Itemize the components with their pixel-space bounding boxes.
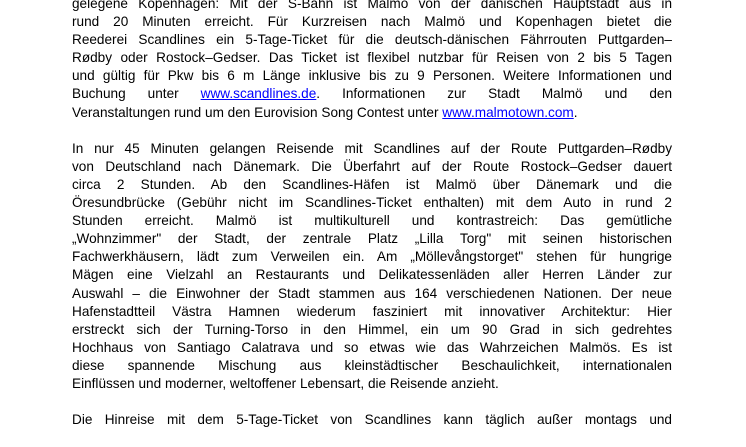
text-line: Rødby oder Rostock–Gedser. Das Ticket ist flexibel nutzbar für Reisen von 2 bis 5 Tagen <box>72 50 672 66</box>
text-segment: Buchung unter <box>72 86 201 102</box>
text-line: In nur 45 Minuten gelangen Reisende mit Scandlines auf der Route Puttgarden–Rødby <box>72 140 672 156</box>
text-line: Auswahl – die Einwohner der Stadt stammen aus 164 verschiedenen Nationen. Der neue <box>72 285 672 301</box>
text-line: diese spannende Mischung aus kleinstädtischer Beschaulichkeit, internationalen <box>72 357 672 373</box>
document-page <box>72 0 672 447</box>
text-segment: Veranstaltungen rund um den Eurovision Song Contest unter <box>72 104 443 120</box>
text-line: Reederei Scandlines ein 5-Tage-Ticket für die deutsch-dänischen Fährrouten Puttgarden– <box>72 32 672 48</box>
scandlines-link[interactable]: www.scandlines.de <box>200 86 317 102</box>
paragraph-malmo-description <box>72 140 672 393</box>
text-line: erstreckt sich der Turning-Torso in den Himmel, ein um 90 Grad in sich gedrehtes <box>72 321 672 337</box>
text-line-with-link <box>72 85 672 103</box>
text-line: gelegene Kopenhagen: Mit der S-Bahn ist Malmö von der dänischen Hauptstadt aus in <box>72 0 672 11</box>
text-line: circa 2 Stunden. Ab den Scandlines-Häfen ist Malmö über Dänemark und die <box>72 176 672 192</box>
text-line: rund 20 Minuten erreicht. Für Kurzreisen nach Malmö und Kopenhagen bietet die <box>72 14 672 30</box>
text-line: Öresundbrücke (Gebühr nicht im Scandlines-Ticket enthalten) mit dem Auto in rund 2 <box>72 195 672 211</box>
text-line: und gültig für Pkw bis 6 m Länge inklusive bis zu 9 Personen. Weitere Informationen und <box>72 68 672 84</box>
text-line: Stunden erreicht. Malmö ist multikulturell und kontrastreich: Das gemütliche <box>72 213 672 229</box>
text-line-with-link <box>72 104 672 122</box>
text-line: Mägen eine Vielzahl an Restaurants und Delikatessenläden aller Herren Länder zur <box>72 267 672 283</box>
text-line: Hochhaus von Santiago Calatrava und so etwas wie das Wahrzeichen Malmös. Es ist <box>72 339 672 355</box>
paragraph-hinreise <box>72 411 672 429</box>
text-line: Hafenstadtteil Västra Hamnen wiederum fasziniert mit innovativer Architektur: Hier <box>72 303 672 319</box>
malmotown-link[interactable]: www.malmotown.com <box>442 104 574 120</box>
text-line: „Wohnzimmer" der Stadt, der zentrale Platz „Lilla Torg" mit seinen historischen <box>72 231 672 247</box>
text-segment: . <box>573 104 578 120</box>
paragraph-scandlines-ticket <box>72 0 672 122</box>
text-segment: . Informationen zur Stadt Malmö und den <box>316 86 672 102</box>
text-line: Fachwerkhäusern, lädt zum Verweilen ein. Am „Möllevångstorget" stehen für hungrige <box>72 249 672 265</box>
text-line: Einflüssen und moderner, weltoffener Lebensart, die Reisende anzieht. <box>72 375 499 391</box>
text-line: Die Hinreise mit dem 5-Tage-Ticket von Scandlines kann täglich außer montags und <box>72 412 672 428</box>
text-line: von Deutschland nach Dänemark. Die Überfahrt auf der Route Rostock–Gedser dauert <box>72 158 672 174</box>
